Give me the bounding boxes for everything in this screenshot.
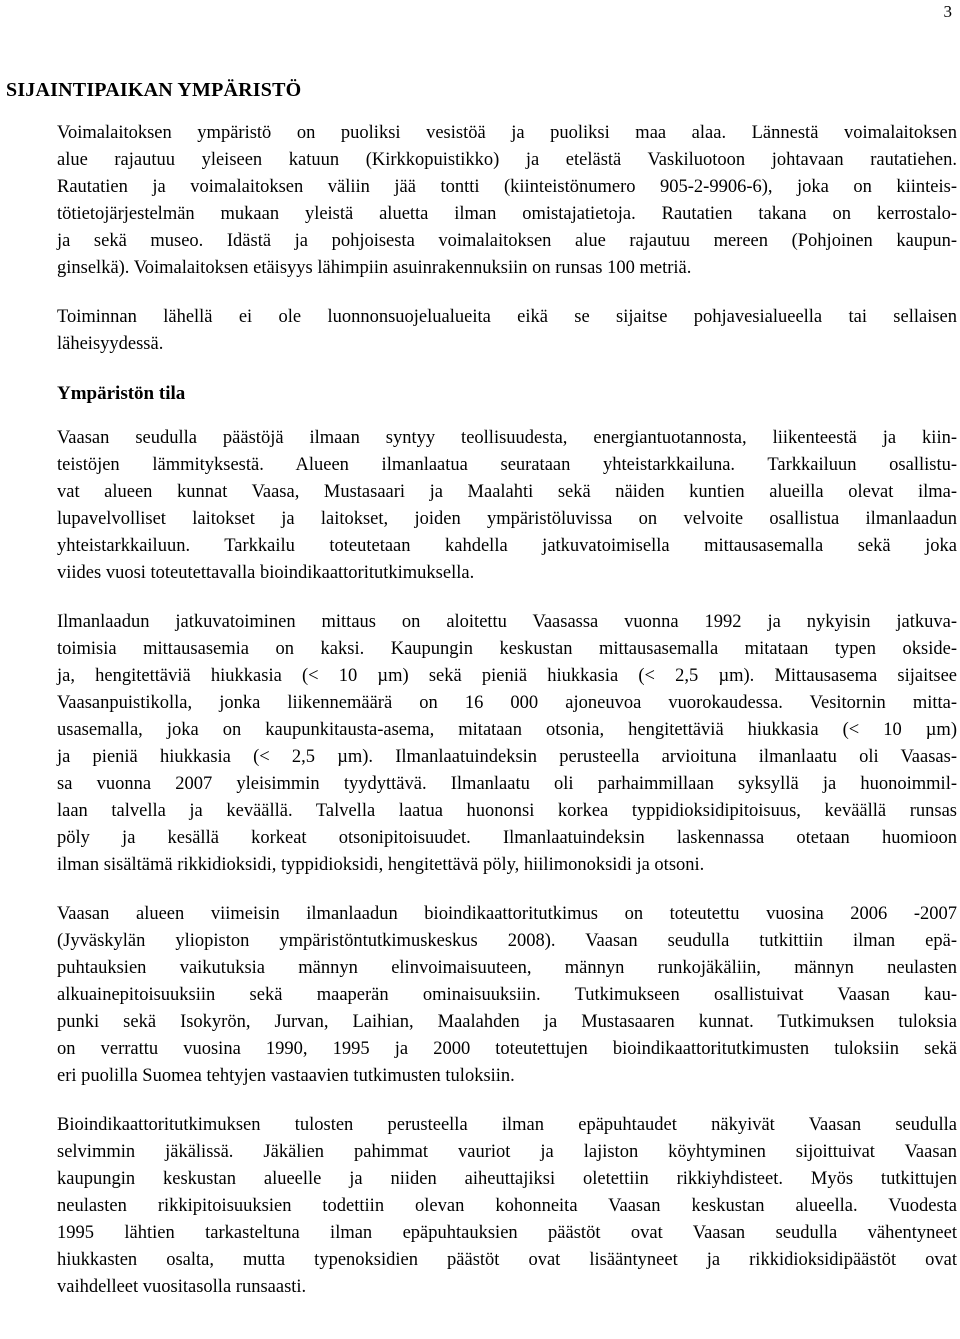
text-line: Vaasan seudulla päästöjä ilmaan syntyy teollisuudesta, energiantuotannosta, liikenteestä ja kiin-	[57, 428, 957, 448]
text-line: selvimmin jäkälissä. Jäkälien pahimmat vauriot ja lajiston köyhtyminen sijoittuivat Vaasan	[57, 1142, 957, 1162]
paragraph-protection	[57, 304, 957, 358]
paragraph-location	[57, 120, 957, 282]
text-line: Bioindikaattoritutkimuksen tulosten perusteella ilman epäpuhtaudet näkyivät Vaasan seudulla	[57, 1115, 957, 1135]
document-body	[57, 120, 957, 1301]
text-line: Vaasanpuistikolla, jonka liikennemäärä on 16 000 ajoneuvoa vuorokaudessa. Vesitornin mitta-	[57, 693, 957, 713]
text-line: eri puolilla Suomea tehtyjen vastaavien tutkimusten tuloksiin.	[57, 1066, 515, 1086]
text-line: Toiminnan lähellä ei ole luonnonsuojelualueita eikä se sijaitse pohjavesialueella tai sellaisen	[57, 307, 957, 327]
text-line: pöly ja kesällä korkeat otsonipitoisuudet. Ilmanlaatuindeksin laskennassa otetaan huomioon	[57, 828, 957, 848]
text-line: hiukkasten osalta, mutta typenoksidien päästöt ovat lisääntyneet ja rikkidioksidipäästöt ovat	[57, 1250, 957, 1270]
text-line: ja, hengitettäviä hiukkasia (< 10 µm) sekä pieniä hiukkasia (< 2,5 µm). Mittausasema sijaitsee	[57, 666, 957, 686]
text-line: punki sekä Isokyrön, Jurvan, Laihian, Maalahden ja Mustasaaren kunnat. Tutkimuksen tuloksia	[57, 1012, 957, 1032]
text-line: vat alueen kunnat Vaasa, Mustasaari ja Maalahti sekä näiden kuntien alueilla olevat ilma-	[57, 482, 957, 502]
text-line: yhteistarkkailuun. Tarkkailu toteutetaan kahdella jatkuvatoimisella mittausasemalla sekä joka	[57, 536, 957, 556]
text-line: ja sekä museo. Idästä ja pohjoisesta voimalaitoksen alue rajautuu mereen (Pohjoinen kaupun-	[57, 231, 957, 251]
text-line: puhtauksien vaikutuksia männyn elinvoimaisuuteen, männyn runkojäkäliin, männyn neulasten	[57, 958, 957, 978]
text-line: lupavelvolliset laitokset ja laitokset, joiden ympäristöluvissa on velvoite osallistua ilmanlaadun	[57, 509, 957, 529]
paragraph-bioindicator-study	[57, 901, 957, 1090]
paragraph-measurement	[57, 609, 957, 879]
text-line: alue rajautuu yleiseen katuun (Kirkkopuistikko) ja etelästä Vaskiluotoon johtavaan rautatiehen.	[57, 150, 957, 170]
text-line: sa vuonna 2007 yleisimmin tyydyttävä. Ilmanlaatu oli parhaimmillaan syksyllä ja huonoimmil-	[57, 774, 957, 794]
paragraph-bioindicator-results	[57, 1112, 957, 1301]
text-line: ilman sisältämä rikkidioksidi, typpidioksidi, hengitettävä pöly, hiilimonoksidi ja otsoni.	[57, 855, 705, 875]
text-line: Voimalaitoksen ympäristö on puoliksi vesistöä ja puoliksi maa alaa. Lännestä voimalaitoksen	[57, 123, 957, 143]
text-line: viides vuosi toteutettavalla bioindikaattoritutkimuksella.	[57, 563, 475, 583]
paragraph-emissions	[57, 425, 957, 587]
page-number: 3	[943, 2, 952, 21]
text-line: on verrattu vuosina 1990, 1995 ja 2000 toteutettujen bioindikaattoritutkimusten tuloksiin sekä	[57, 1039, 957, 1059]
text-line: Ilmanlaadun jatkuvatoiminen mittaus on aloitettu Vaasassa vuonna 1992 ja nykyisin jatkuva-	[57, 612, 957, 632]
text-line: vaihdelleet vuositasolla runsaasti.	[57, 1277, 307, 1297]
text-line: teistöjen lämmityksestä. Alueen ilmanlaatua seurataan yhteistarkkailuna. Tarkkailuun osallistu-	[57, 455, 957, 475]
text-line: läheisyydessä.	[57, 334, 164, 354]
text-line: Rautatien ja voimalaitoksen väliin jää tontti (kiinteistönumero 905-2-9906-6), joka on kiinteis-	[57, 177, 957, 197]
text-line: ja pieniä hiukkasia (< 2,5 µm). Ilmanlaatuindeksin perusteella arvioituna ilmanlaatu oli Vaasas-	[57, 747, 957, 767]
text-line: alkuainepitoisuuksiin sekä maaperän ominaisuuksiin. Tutkimukseen osallistuivat Vaasan kau-	[57, 985, 957, 1005]
text-line: toimisia mittausasemia on kaksi. Kaupungin keskustan mittausasemalla mitataan typen okside-	[57, 639, 957, 659]
text-line: (Jyväskylän yliopiston ympäristöntutkimuskeskus 2008). Vaasan seudulla tutkittiin ilman epä-	[57, 931, 957, 951]
text-line: 1995 lähtien tarkasteltuna ilman epäpuhtauksien päästöt ovat Vaasan seudulla vähentyneet	[57, 1223, 957, 1243]
text-line: laan talvella ja keväällä. Talvella laatua huononsi korkea typpidioksidipitoisuus, keväällä runsas	[57, 801, 957, 821]
text-line: usasemalla, joka on kaupunkitausta-asema, mitataan otsonia, hengitettäviä hiukkasia (< 10 µm)	[57, 720, 957, 740]
text-line: neulasten rikkipitoisuuksien todettiin olevan kohonneita Vaasan keskustan alueella. Vuodesta	[57, 1196, 957, 1216]
page-heading: SIJAINTIPAIKAN YMPÄRISTÖ	[6, 79, 302, 101]
text-line: ginselkä). Voimalaitoksen etäisyys lähimpiin asuinrakennuksiin on runsas 100 metriä.	[57, 258, 692, 278]
section-heading: Ympäristön tila	[57, 383, 186, 404]
text-line: Vaasan alueen viimeisin ilmanlaadun bioindikaattoritutkimus on toteutettu vuosina 2006 -2007	[57, 904, 957, 924]
text-line: tötietojärjestelmän mukaan yleistä aluetta ilman omistajatietoja. Rautatien takana on kerrostalo-	[57, 204, 957, 224]
text-line: kaupungin keskustan alueelle ja niiden aiheuttajiksi oletettiin rikkiyhdisteet. Myös tutkittujen	[57, 1169, 957, 1189]
